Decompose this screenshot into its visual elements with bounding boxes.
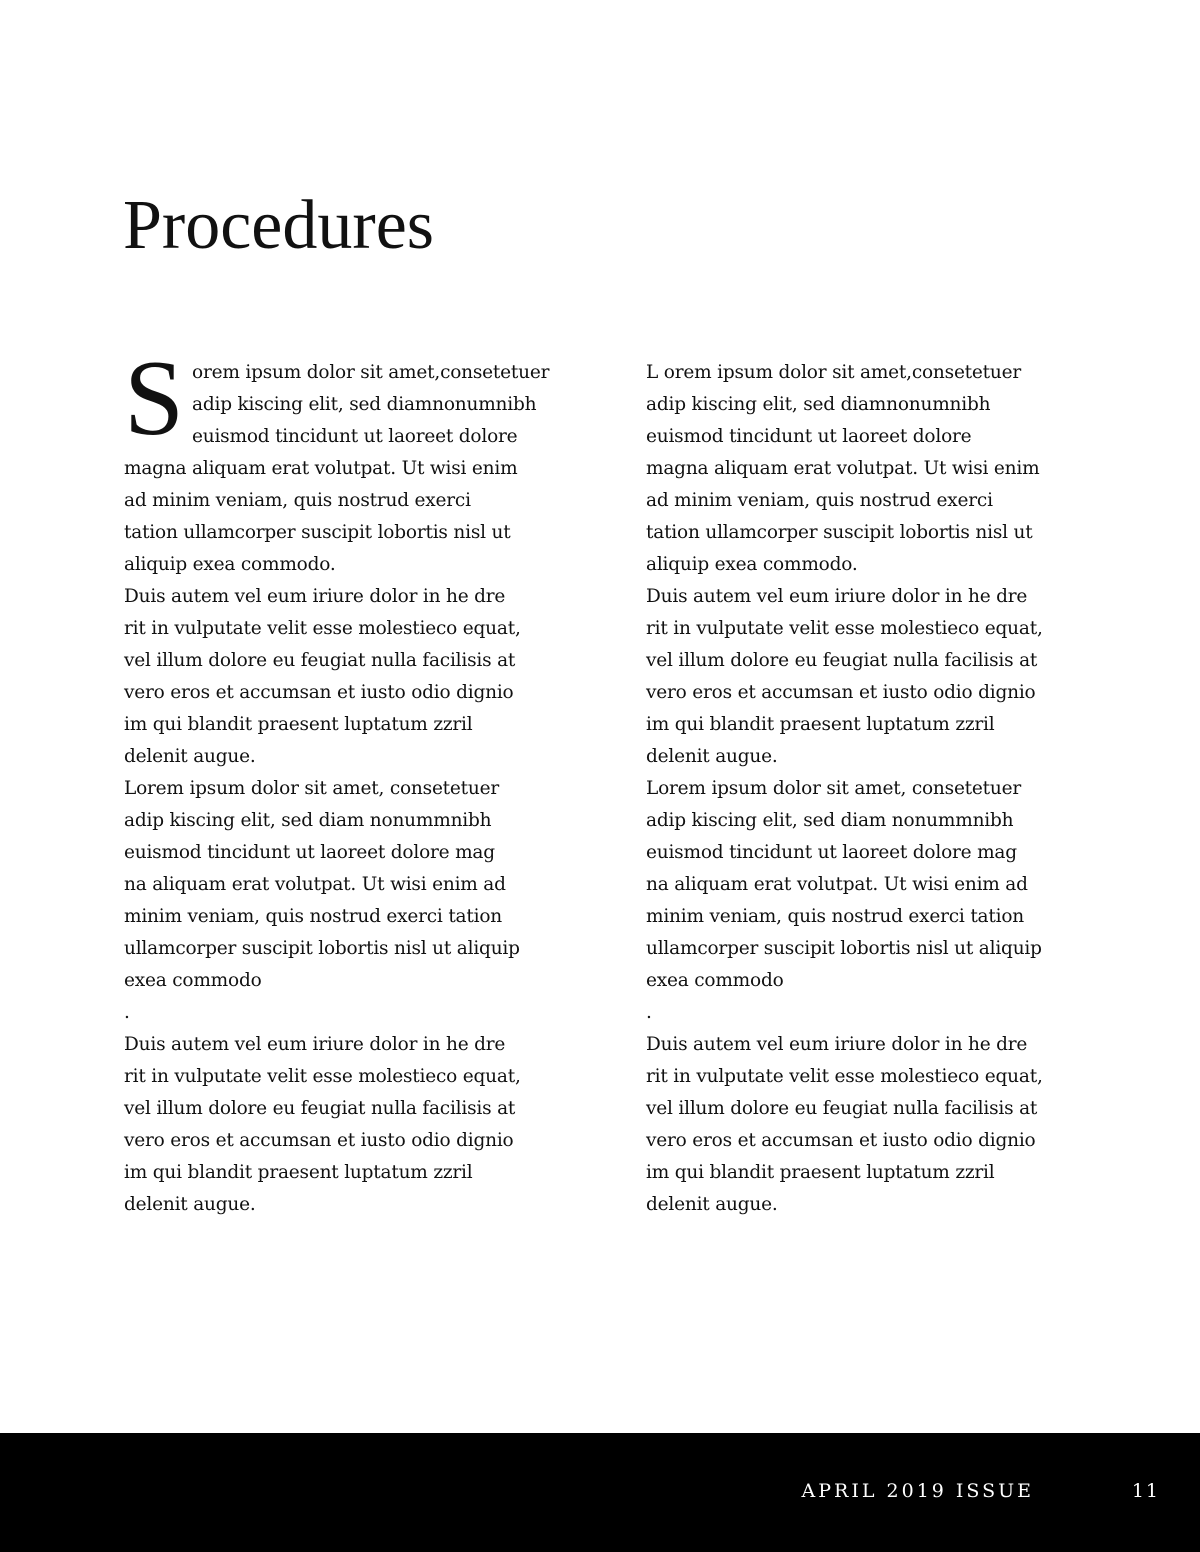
- body-line: euismod tincidunt ut laoreet dolore mag: [646, 842, 1017, 863]
- body-line: Duis autem vel eum iriure dolor in he dre: [646, 586, 1028, 607]
- body-line: delenit augue.: [646, 746, 778, 767]
- body-line: vero eros et accumsan et iusto odio dignio: [646, 1130, 1036, 1151]
- body-line: Lorem ipsum dolor sit amet, consetetuer: [124, 778, 500, 799]
- body-line: ad minim veniam, quis nostrud exerci: [646, 490, 993, 511]
- body-line: rit in vulputate velit esse molestieco equat,: [646, 618, 1043, 639]
- body-line: im qui blandit praesent luptatum zzril: [124, 714, 473, 735]
- body-line: minim veniam, quis nostrud exerci tation: [124, 906, 502, 927]
- body-line: vel illum dolore eu feugiat nulla facilisis at: [646, 650, 1038, 671]
- body-line: na aliquam erat volutpat. Ut wisi enim ad: [124, 874, 506, 895]
- body-line: ullamcorper suscipit lobortis nisl ut aliquip: [124, 938, 520, 959]
- body-line: vel illum dolore eu feugiat nulla facilisis at: [124, 650, 516, 671]
- body-line: .: [646, 1002, 652, 1023]
- body-line: L orem ipsum dolor sit amet,consetetuer: [646, 362, 1022, 383]
- body-line: Lorem ipsum dolor sit amet, consetetuer: [646, 778, 1022, 799]
- page-title: Procedures: [123, 187, 435, 264]
- issue-label: APRIL 2019 ISSUE: [801, 1480, 1034, 1502]
- body-line: magna aliquam erat volutpat. Ut wisi enim: [124, 458, 518, 479]
- body-line: vero eros et accumsan et iusto odio dignio: [646, 682, 1036, 703]
- body-line: exea commodo: [124, 970, 262, 991]
- body-line: rit in vulputate velit esse molestieco equat,: [124, 618, 521, 639]
- body-line: adip kiscing elit, sed diam nonummnibh: [646, 810, 1014, 831]
- body-line: delenit augue.: [124, 1194, 256, 1215]
- body-line: im qui blandit praesent luptatum zzril: [124, 1162, 473, 1183]
- body-line: adip kiscing elit, sed diamnonumnibh: [646, 394, 991, 415]
- body-line: adip kiscing elit, sed diamnonumnibh: [192, 394, 537, 415]
- body-line: tation ullamcorper suscipit lobortis nisl ut: [124, 522, 511, 543]
- body-line: na aliquam erat volutpat. Ut wisi enim ad: [646, 874, 1028, 895]
- body-line: aliquip exea commodo.: [646, 554, 858, 575]
- body-line: euismod tincidunt ut laoreet dolore: [646, 426, 972, 447]
- body-line: ullamcorper suscipit lobortis nisl ut aliquip: [646, 938, 1042, 959]
- body-line: minim veniam, quis nostrud exerci tation: [646, 906, 1024, 927]
- drop-cap: S: [124, 339, 185, 458]
- body-line: im qui blandit praesent luptatum zzril: [646, 1162, 995, 1183]
- body-line: vero eros et accumsan et iusto odio dignio: [124, 682, 514, 703]
- body-line: delenit augue.: [646, 1194, 778, 1215]
- body-line: Duis autem vel eum iriure dolor in he dre: [646, 1034, 1028, 1055]
- body-line: euismod tincidunt ut laoreet dolore mag: [124, 842, 495, 863]
- body-line: orem ipsum dolor sit amet,consetetuer: [192, 362, 550, 383]
- body-line: vel illum dolore eu feugiat nulla facilisis at: [124, 1098, 516, 1119]
- body-line: ad minim veniam, quis nostrud exerci: [124, 490, 471, 511]
- body-line: Duis autem vel eum iriure dolor in he dre: [124, 586, 506, 607]
- body-line: adip kiscing elit, sed diam nonummnibh: [124, 810, 492, 831]
- body-line: exea commodo: [646, 970, 784, 991]
- body-line: Duis autem vel eum iriure dolor in he dre: [124, 1034, 506, 1055]
- body-line: rit in vulputate velit esse molestieco equat,: [646, 1066, 1043, 1087]
- page-number: 11: [1131, 1480, 1160, 1502]
- footer-bar: [0, 1433, 1200, 1552]
- left-column: [124, 339, 594, 1221]
- body-line: magna aliquam erat volutpat. Ut wisi enim: [646, 458, 1040, 479]
- body-line: tation ullamcorper suscipit lobortis nisl ut: [646, 522, 1033, 543]
- body-line: rit in vulputate velit esse molestieco equat,: [124, 1066, 521, 1087]
- body-line: vero eros et accumsan et iusto odio dignio: [124, 1130, 514, 1151]
- body-line: delenit augue.: [124, 746, 256, 767]
- body-line: vel illum dolore eu feugiat nulla facilisis at: [646, 1098, 1038, 1119]
- body-line: aliquip exea commodo.: [124, 554, 336, 575]
- right-column: [646, 357, 1116, 1221]
- body-line: im qui blandit praesent luptatum zzril: [646, 714, 995, 735]
- body-line: .: [124, 1002, 130, 1023]
- body-line: euismod tincidunt ut laoreet dolore: [192, 426, 518, 447]
